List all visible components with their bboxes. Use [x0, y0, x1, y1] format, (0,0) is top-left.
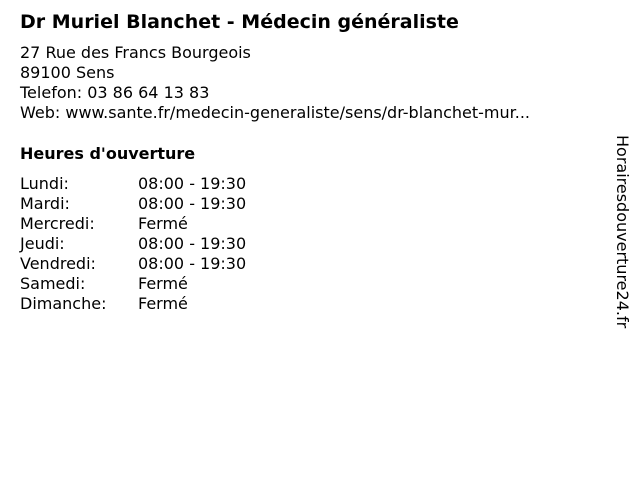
hours-row — [20, 234, 246, 254]
page-title: Dr Muriel Blanchet - Médecin généraliste — [20, 11, 459, 33]
hours-day: Vendredi: — [20, 254, 96, 273]
hours-row — [20, 274, 246, 294]
hours-time: 08:00 - 19:30 — [138, 234, 247, 253]
hours-time: Fermé — [138, 294, 188, 313]
hours-day: Lundi: — [20, 174, 69, 193]
hours-time: Fermé — [138, 214, 188, 233]
address-city: 89100 Sens — [20, 63, 115, 82]
site-brand-text: Horairesdouverture24.fr — [613, 135, 632, 329]
hours-time: 08:00 - 19:30 — [138, 174, 247, 193]
hours-row — [20, 254, 246, 274]
hours-day: Jeudi: — [20, 234, 65, 253]
website-link[interactable]: Web: www.sante.fr/medecin-generaliste/sens/dr-blanchet-mur... — [20, 103, 531, 122]
hours-heading: Heures d'ouverture — [20, 144, 196, 163]
hours-row — [20, 174, 246, 194]
hours-day: Samedi: — [20, 274, 86, 293]
hours-day: Mardi: — [20, 194, 70, 213]
hours-table — [20, 174, 246, 314]
hours-day: Mercredi: — [20, 214, 95, 233]
address-block — [20, 43, 530, 123]
hours-row — [20, 194, 246, 214]
hours-time: 08:00 - 19:30 — [138, 254, 247, 273]
hours-day: Dimanche: — [20, 294, 107, 313]
hours-time: Fermé — [138, 274, 188, 293]
site-brand-vertical — [612, 135, 632, 371]
address-street: 27 Rue des Francs Bourgeois — [20, 43, 251, 62]
phone-number: Telefon: 03 86 64 13 83 — [20, 83, 210, 102]
hours-row — [20, 294, 246, 314]
hours-time: 08:00 - 19:30 — [138, 194, 247, 213]
hours-row — [20, 214, 246, 234]
